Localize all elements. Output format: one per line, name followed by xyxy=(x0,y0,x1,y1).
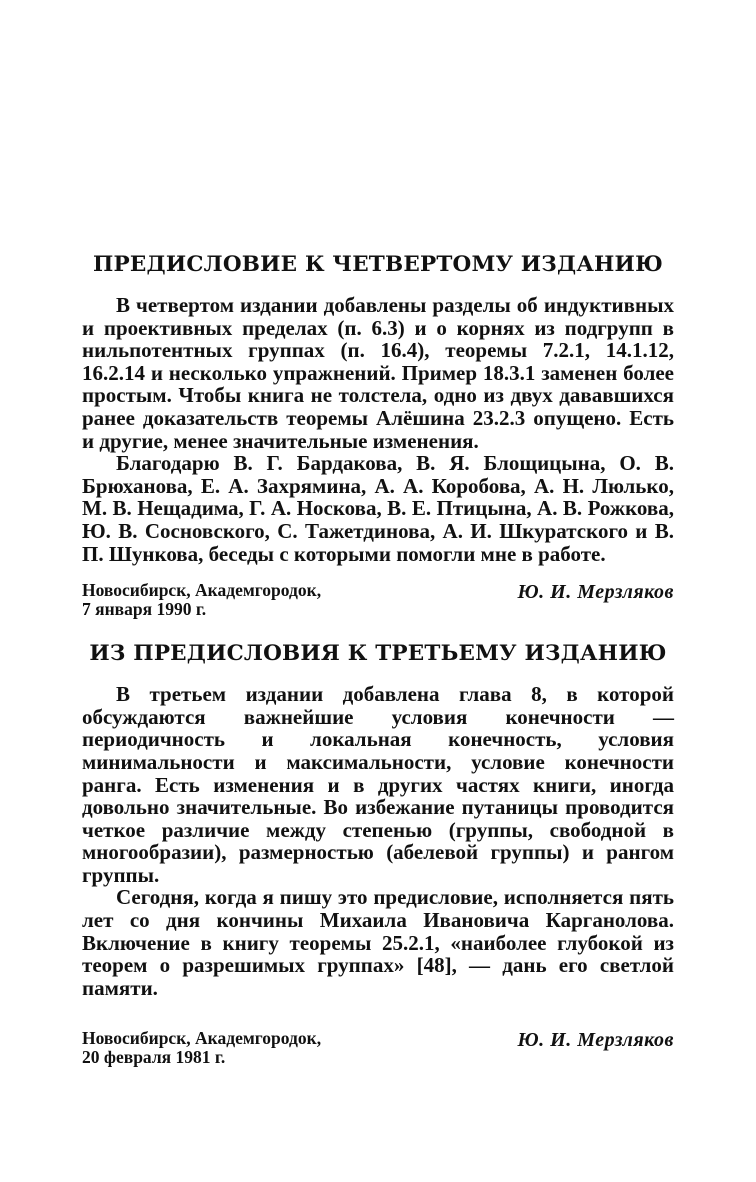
preface-3-author: Ю. И. Мерзляков xyxy=(517,1029,674,1052)
preface-3-date: 20 февраля 1981 г. xyxy=(82,1047,226,1068)
preface-4-title: ПРЕДИСЛОВИЕ К ЧЕТВЕРТОМУ ИЗДАНИЮ xyxy=(93,252,663,277)
preface-4-body xyxy=(82,294,674,565)
preface-4-paragraph-2: Благодарю В. Г. Бардакова, В. Я. Блощицына, О. В. Брюханова, Е. А. Захрямина, А. А. Коробова, А. Н. Люлько, М. В. Нещадима, Г. А. Носкова, В. Е. Птицына, А. В. Рожкова, Ю. В. Сосновского, С. Тажетдинова, А. И. Шкуратского и В. П. Шункова, беседы с которыми помогли мне в работе. xyxy=(82,451,674,566)
preface-4-signature xyxy=(82,581,674,619)
preface-3-place-date xyxy=(82,1029,321,1067)
preface-3-paragraph-1: В третьем издании добавлена глава 8, в которой обсуждаются важнейшие условия конечности — периодичность и локальная конечность, условия минимальности и максимальности, условие конечности ранга. Есть изменения и в других частях книги, иногда довольно значительные. Во избежание путаницы проводится четкое различие между степенью (группы, свободной в многообразии), размерностью (абелевой группы) и рангом группы. xyxy=(82,682,674,887)
preface-4-place-date xyxy=(82,581,321,619)
page-content xyxy=(82,250,674,1067)
preface-3-title: ИЗ ПРЕДИСЛОВИЯ К ТРЕТЬЕМУ ИЗДАНИЮ xyxy=(89,641,667,667)
preface-3-signature xyxy=(82,1029,674,1067)
preface-3-paragraph-2: Сегодня, когда я пишу это предисловие, исполняется пять лет со дня кончины Михаила Ивановича Карганолова. Включение в книгу теоремы 25.2.1, «наиболее глубокой из теорем о разрешимых группах» [48], — дань его светлой памяти. xyxy=(82,885,674,1000)
preface-3-body xyxy=(82,683,674,999)
preface-4-paragraph-1: В четвертом издании добавлены разделы об индуктивных и проективных пределах (п. 6.3) и о корнях из подгрупп в нильпотентных группах (п. 16.4), теоремы 7.2.1, 14.1.12, 16.2.14 и несколько упражнений. Пример 18.3.1 заменен более простым. Чтобы книга не толстела, одно из двух дававшихся ранее доказательств теоремы Алёшина 23.2.3 опущено. Есть и другие, менее значительные изменения. xyxy=(82,293,674,453)
preface-3-place: Новосибирск, Академгородок, xyxy=(82,1028,322,1049)
preface-4-author: Ю. И. Мерзляков xyxy=(517,581,674,604)
preface-4-date: 7 января 1990 г. xyxy=(82,599,207,620)
preface-4-place: Новосибирск, Академгородок, xyxy=(82,580,322,601)
